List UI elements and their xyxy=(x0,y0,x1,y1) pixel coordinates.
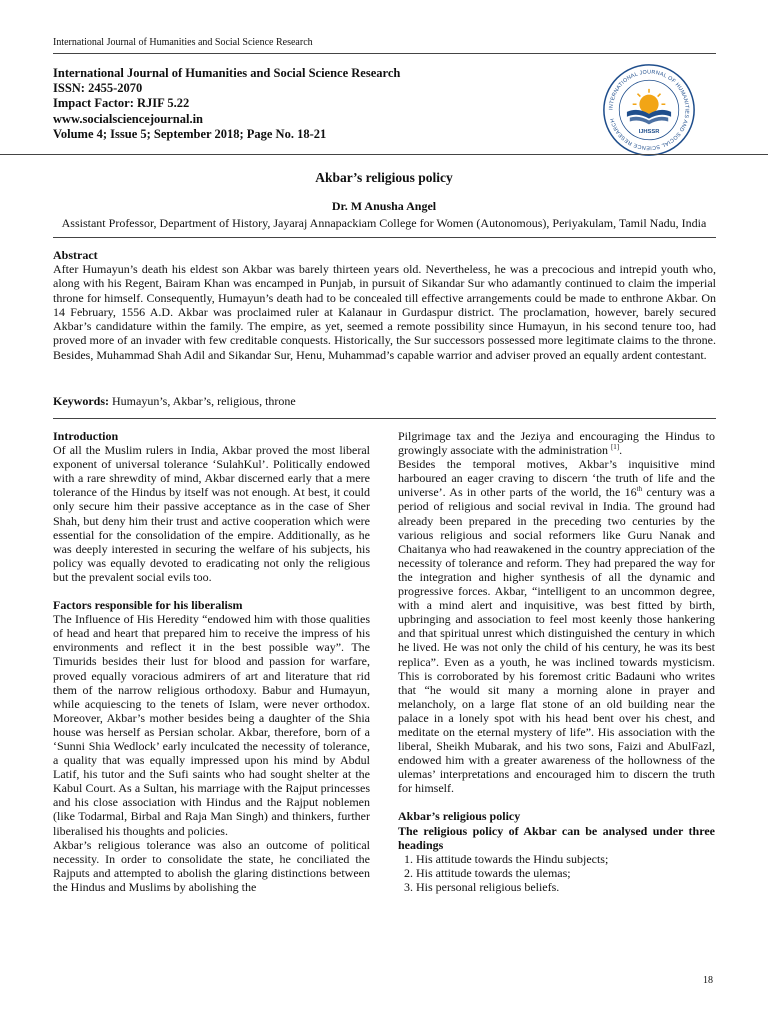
citation-ref[interactable]: [1] xyxy=(610,443,620,452)
left-column xyxy=(53,429,370,894)
journal-name: International Journal of Humanities and Social Science Research xyxy=(53,66,401,80)
journal-info xyxy=(53,66,400,142)
list-item: 3. His personal religious beliefs. xyxy=(416,880,715,894)
list-item: 2. His attitude towards the ulemas; xyxy=(416,866,715,880)
affiliation-rule xyxy=(53,237,716,238)
abstract-text: After Humayun’s death his eldest son Akbar was barely thirteen years old. Nevertheless, he was a precocious and intrepid youth who, along with his Regent, Bairam Khan was encamped in Punjab, in pursuit of Sikandar Sur who adamantly continued to claim the imperial throne for himself. Consequently, Humayun’s death had to be concealed till effective arrangements could be made to enthrone Akbar. On 14 February, 1556 A.D. Akbar was proclaimed ruler at Kalanaur in Gurdaspur district. The proclamation, however, barely secured Akbar’s candidature within the family. The empire, as yet, seemed a remote possibility since Humayun, in his second tenure too, had proved more of an invader with few creditable conquests. Historically, the Sur successors possessed more legitimate claims to the throne. Besides, Muhammad Shah Adil and Sikandar Sur, Henu, Muhammad’s capable warrior and adviser proved an equally ardent contestant. xyxy=(53,262,716,362)
page-number: 18 xyxy=(703,975,713,986)
factors-paragraph: The Influence of His Heredity “endowed him with those qualities of head and heart that prepared him to receive the impress of his environments and reflect it in the best possible way”. The Timurids besides their lust for blood and passion for warfare, proved equally voracious admirers of art and literature that rid them of the narrow religious orthodoxy. Babur and Humayun, while acquiescing to the tenets of Islam, were never orthodox. Moreover, Akbar’s mother besides being a daughter of the Shia house was herself as Persian scholar. Akbar, therefore, born of a ‘Sunni Shia Wedlock’ early inculcated the necessity of tolerance, a quality that was equally impressed upon his mind by Abdul Latif, his tutor and the Sufi saints who had sought shelter at the Kabul Court. As a Sultan, his marriage with the Rajput princesses and his close association with Hindus and the Rajput noblemen (like Todarmal, Birbal and Raja Man Singh) and thinkers, further liberalised his thoughts and policies. xyxy=(53,612,370,838)
journal-issn: ISSN: 2455-2070 xyxy=(53,81,143,96)
article-author: Dr. M Anusha Angel xyxy=(331,199,437,213)
journal-website[interactable]: www.socialsciencejournal.in xyxy=(53,111,203,126)
keywords xyxy=(53,394,296,409)
abstract-heading: Abstract xyxy=(53,248,98,262)
article-title: Akbar’s religious policy xyxy=(315,170,453,185)
author-affiliation: Assistant Professor, Department of History, Jayaraj Annapackiam College for Women (Autonomous), Periyakulam, Tamil Nadu, India xyxy=(61,216,707,230)
list-item: 1. His attitude towards the Hindu subjects; xyxy=(416,852,715,866)
logo-ring-text: INTERNATIONAL JOURNAL OF HUMANITIES AND SOCIAL SCIENCE RESEARCH xyxy=(608,69,690,151)
keywords-text: Humayun’s, Akbar’s, religious, throne xyxy=(112,394,296,408)
header-rule xyxy=(53,53,716,54)
right-column xyxy=(398,429,715,894)
keywords-rule xyxy=(53,418,716,419)
factors-heading: Factors responsible for his liberalism xyxy=(53,598,243,613)
journal-volume: Volume 4; Issue 5; September 2018; Page No. 18-21 xyxy=(53,126,327,141)
logo-abbr: IJHSSR xyxy=(638,129,660,136)
journal-impact-factor: Impact Factor: RJIF 5.22 xyxy=(53,96,190,111)
political-paragraph: Akbar’s religious tolerance was also an outcome of political necessity. In order to consolidate the state, he conciliated the Rajputs and attempted to abolish the glaring distinctions between the Hindus and Muslims by abolishing the xyxy=(53,837,370,894)
running-header: International Journal of Humanities and Social Science Research xyxy=(53,37,313,48)
policy-heading: Akbar’s religious policy xyxy=(398,809,521,824)
intro-heading: Introduction xyxy=(53,429,119,443)
policy-list xyxy=(398,852,715,894)
policy-subheading: The religious policy of Akbar can be analysed under three headings xyxy=(398,823,715,852)
continuation-paragraph: Pilgrimage tax and the Jeziya and encouraging the Hindus to growingly associate with the administration [1]. xyxy=(398,429,715,458)
intro-paragraph: Of all the Muslim rulers in India, Akbar proved the most liberal exponent of universal tolerance ‘SulahKul’. Politically endowed with a rare shrewdity of mind, Akbar discerned early that a mere tolerance of the Hindus by itself was not enough. At best, it could only secure him their passive acceptance as in the case of Sher Shah, but deny him their trust and active cooperation which were essential for the consolidation of the empire. Additionally, as he was deeply interested in securing the welfare of his subjects, his policy was equally devoted to eradicating not only the religious but the prevalent social evils too. xyxy=(53,443,370,584)
masthead-rule xyxy=(0,154,768,155)
keywords-label: Keywords: xyxy=(53,394,109,408)
journal-logo xyxy=(601,62,697,158)
temporal-paragraph: Besides the temporal motives, Akbar’s inquisitive mind harboured an eager craving to discern ‘the truth of life and the universe’. As in other parts of the world, the 16th century was a period of religious and social revival in India. The ground had already been prepared in the preceding two centuries by the various religious and social reformers like Guru Nanak and Chaitanya who had reawakened in the country appreciation of the necessity of tolerance and reform. They had prepared the way for the integration and higher synthesis of all the dynamic and progressive forces. Akbar, “intelligent to an uncommon degree, with a mind alert and inquisitive, was best fitted by birth, upbringing and association to feel most keenly those hankering and that spiritual unrest which distinguished the century in which he lived. He was not only the child of his century, he was its best replica”. Even as a youth, he was inclined towards mysticism. This is corroborated by his foremost critic Badauni who writes that “he would sit many a morning alone in prayer and melancholy, on a large flat stone of an old building near the palace in a lonely spot with his head bent over his chest, and meditate on the eternal mystery of life”. His association with the liberal, Sheikh Mubarak, and his two sons, Faizi and AbulFazl, endowed him with a greater awareness of the hollowness of the ulemas’ interpretations and encouraged him to discern the truth for himself. xyxy=(398,457,715,796)
